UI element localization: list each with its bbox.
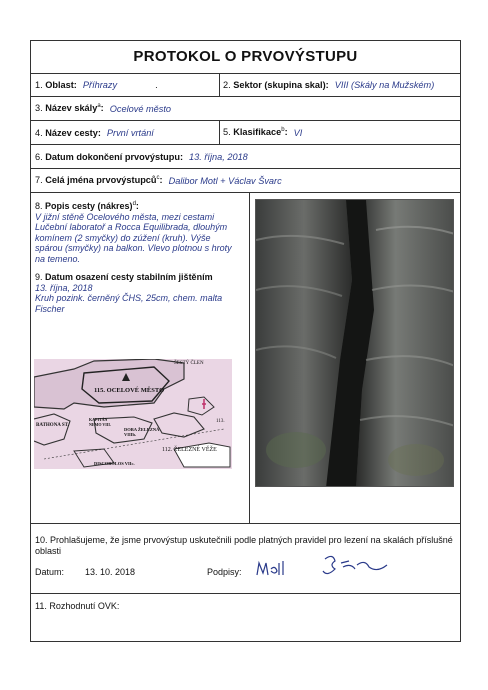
grade-value[interactable]: VI: [293, 127, 303, 138]
completion-date-value[interactable]: 13. října, 2018: [189, 151, 248, 162]
ovk-decision-section: [31, 593, 460, 641]
area-cell: 1. Oblast: Příhrazy .: [35, 79, 158, 90]
date-label: Datum:: [35, 567, 65, 577]
map-label-bathona: BATHONA ST.: [36, 423, 69, 428]
map-label-113: 113.: [216, 419, 225, 424]
signature-1-drawing: [255, 559, 291, 579]
protocol-form: [30, 40, 461, 642]
ovk-label: 11. Rozhodnutí OVK:: [35, 601, 120, 611]
row-completion-date: 6. Datum dokončení prvovýstupu: 13. října, 2018: [31, 145, 460, 169]
divider: [249, 193, 250, 523]
description-label: 8. Popis cesty (nákres)$^d$:: [35, 201, 139, 211]
sector-value[interactable]: VIII (Skály na Mužském): [334, 79, 435, 90]
anchor-date-label: 9. Datum osazení cesty stabilním jištěním: [35, 272, 213, 282]
route-map-image: [34, 359, 232, 469]
signature-2-drawing: [321, 551, 391, 579]
route-photo: [255, 199, 454, 487]
description-column: [35, 199, 235, 314]
map-label-doba: DOBA ŽELEZNÁ VIIIb.: [124, 427, 160, 437]
row-route-grade: 4. Název cesty: První vrtání 5. Klasifikace$^b$: VI: [31, 121, 460, 145]
anchor-date-value[interactable]: 13. října, 2018: [35, 282, 93, 293]
row-area-sector: [31, 73, 460, 97]
signature-svarc: [321, 551, 391, 581]
route-description-section: [31, 193, 460, 524]
anchor-description[interactable]: Kruh pozink. černěný ČHS, 25cm, chem. malta Fischer: [35, 293, 223, 314]
map-label-main: 115. OCELOVÉ MĚSTO: [94, 387, 165, 394]
signatures-label: Podpisy:: [207, 567, 242, 577]
area-value[interactable]: Příhrazy: [82, 79, 118, 90]
description-text[interactable]: V jižní stěně Ocelového města, mezi cestami Lučební laboratoř a Rocca Equilibrada, dlouhým komínem (2 smyčky) do zúžení (kruh). Výše spárou (smyčky) na balkon. Vlevo plotnou s hroty na temeno.: [35, 211, 232, 264]
climbers-value[interactable]: Dalibor Motl + Václav Švarc: [168, 175, 282, 186]
route-name-value[interactable]: První vrtání: [106, 127, 154, 138]
map-label-discobolos: DISCOBOLOS VIIc.: [94, 461, 135, 466]
page-title: PROTOKOL O PRVOVÝSTUPU: [31, 41, 460, 74]
row-rock-name: 3. Název skály$^a$: Ocelové město: [31, 97, 460, 121]
sector-cell: 2. Sektor (skupina skal): VIII (Skály na Mužském): [223, 79, 435, 90]
row-climbers: 7. Celá jména prvovýstupců$^c$: Dalibor Motl + Václav Švarc: [31, 169, 460, 193]
rock-name-value[interactable]: Ocelové město: [109, 103, 172, 114]
declaration-text: 10. Prohlašujeme, že jsme prvovýstup uskutečnili podle platných pravidel pro lezení na skalách příslušné oblasti: [35, 535, 453, 556]
map-label-zelezne: 112. ŽELEZNÉ VĚŽE: [162, 447, 217, 453]
rock-photo-drawing: [256, 200, 454, 487]
date-value[interactable]: 13. 10. 2018: [85, 567, 136, 577]
map-label-top: ŠESTÝ ČLEN: [174, 361, 204, 366]
declaration-section: [31, 523, 460, 594]
map-label-nemo: KAPITÁN NEMO VIII.: [89, 417, 111, 427]
signature-motl: [255, 559, 291, 581]
